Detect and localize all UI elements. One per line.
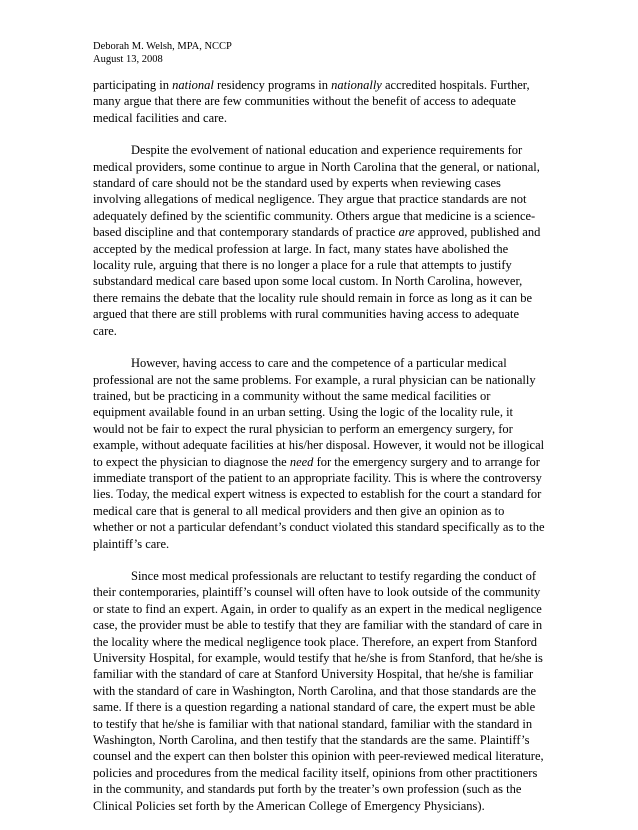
body-text-run: for the emergency surgery and to arrange for immediate transport of the patient to an appropriate facility. This is where the controversy lies. Today, the medical expert witness is expected to establish for the court a standard for medical care that is general to all medical providers and then give an opinion as to whether or not a particular defendant’s conduct violated this standard specifically as to the plaintiff’s care. (93, 454, 545, 551)
emphasis-text: nationally (331, 78, 382, 92)
document-body (93, 77, 546, 814)
body-text-run: Despite the evolvement of national education and experience requirements for medical providers, some continue to argue in North Carolina that the general, or national, standard of care should not be the standard used by experts when reviewing cases involving allegations of medical negligence. They argue that practice standards are not adequately defined by the scientific community. Others argue that medicine is a science-based discipline and that contemporary standards of practice (93, 143, 540, 240)
emphasis-text: national (172, 78, 214, 92)
paragraph-3 (93, 355, 546, 552)
date-line: August 13, 2008 (93, 54, 163, 65)
author-line: Deborah M. Welsh, MPA, NCCP (93, 41, 232, 52)
emphasis-text: are (398, 225, 415, 240)
body-text-run: approved, published and accepted by the medical profession at large. In fact, many states have abolished the locality rule, arguing that there is no longer a place for a rule that attempts to justify substandard medical care based upon some local custom. In North Carolina, however, there remains the debate that the locality rule should remain in force as long as it can be argued that there are still problems with rural communities having access to adequate care. (93, 225, 541, 338)
document-page (93, 40, 546, 830)
emphasis-text: need (289, 454, 314, 469)
paragraph-1 (93, 77, 546, 126)
page-header (93, 40, 546, 66)
body-text-run: However, having access to care and the competence of a particular medical professional are not the same problems. For example, a rural physician can be nationally trained, but be practicing in a community without the same medical facilities or equipment available found in an urban setting. Using the logic of the locality rule, it would not be fair to expect the rural physician to perform an emergency surgery, for example, without adequate facilities at his/her disposal. However, it would not be illogical to expect the physician to diagnose the (93, 356, 545, 469)
paragraph-2 (93, 142, 546, 339)
body-text-run: participating in (93, 78, 173, 92)
paragraph-4 (93, 568, 546, 814)
body-text-run: accredited hospitals. Further, many argue that there are few communities without the benefit of access to adequate medical facilities and care. (93, 78, 530, 125)
body-text-run: Since most medical professionals are reluctant to testify regarding the conduct of their contemporaries, plaintiff’s counsel will often have to look outside of the community or state to find an expert. Again, in order to qualify as an expert in the medical negligence case, the provider must be able to testify that they are familiar with the standard of care in the locality where the medical negligence took place. Therefore, an expert from Stanford University Hospital, for example, would testify that he/she is from Stanford, that he/she is familiar with the standard of care at Stanford University Hospital, that he/she is familiar with the standard of care in Washington, North Carolina, and that those standards are the same. If there is a question regarding a national standard of care, the expert must be able to testify that he/she is familiar with that national standard, familiar with the standard in Washington, North Carolina, and then testify that the standards are the same. Plaintiff’s counsel and the expert can then bolster this opinion with peer-reviewed medical literature, policies and procedures from the medical facility itself, opinions from other practitioners in the community, and standards put forth by the treater’s own profession (such as the Clinical Policies set forth by the American College of Emergency Physicians). (93, 568, 544, 813)
body-text-run: residency programs in (213, 78, 332, 92)
